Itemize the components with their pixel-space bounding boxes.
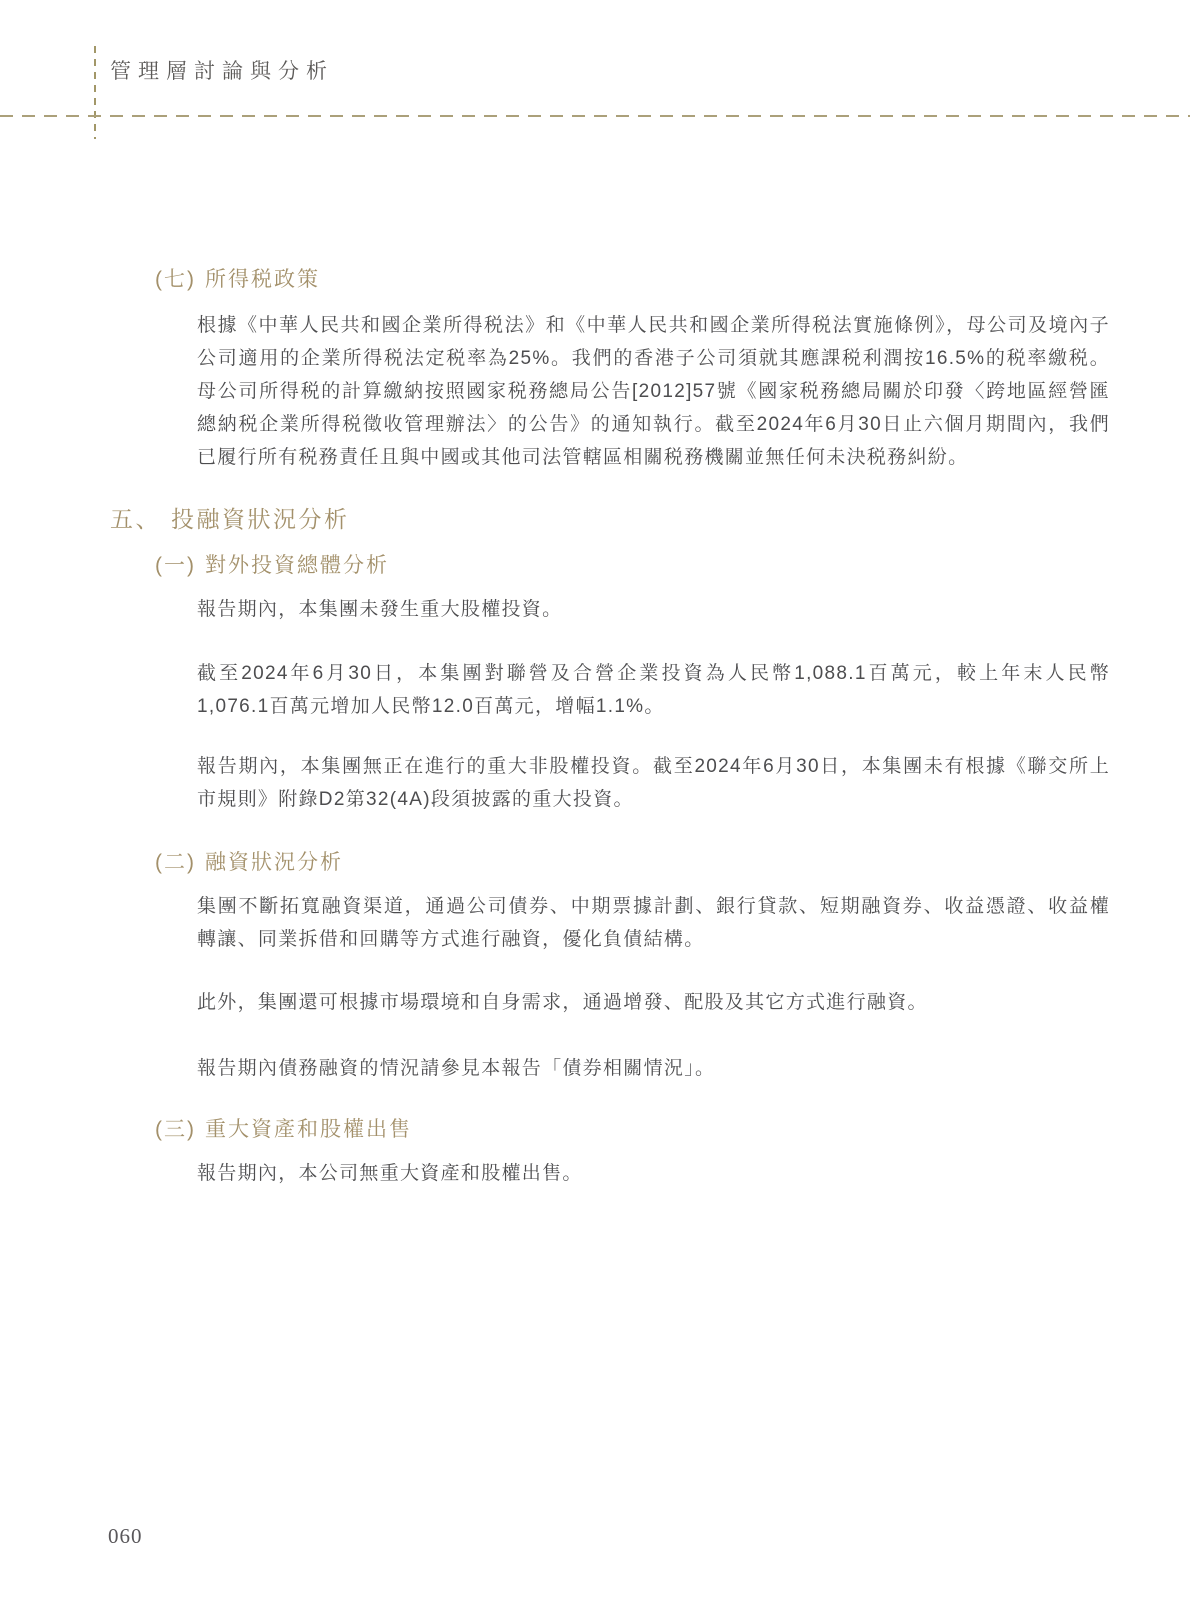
- paragraph-sec7: 根據《中華人民共和國企業所得税法》和《中華人民共和國企業所得税法實施條例》，母公司及境內子公司適用的企業所得税法定税率為25%。我們的香港子公司須就其應課税利潤按16.5%的税率繳税。母公司所得税的計算繳納按照國家税務總局公告[2012]57號《國家税務總局關於印發〈跨地區經營匯總納税企業所得税徵收管理辦法〉的公告》的通知執行。截至2024年6月30日止六個月期間內，我們已履行所有税務責任且與中國或其他司法管轄區相關税務機關並無任何未決税務糾紛。: [197, 315, 1110, 468]
- subsection-heading-2: [155, 846, 343, 876]
- subsection-heading-3: [155, 1113, 412, 1143]
- page-header-title: 管理層討論與分析: [110, 59, 334, 83]
- section-heading-7: [155, 263, 320, 293]
- subsection-heading-1-title: 對外投資總體分析: [205, 554, 389, 577]
- paragraph-sub1-2: 截至2024年6月30日，本集團對聯營及合營企業投資為人民幣1,088.1百萬元，較上年末人民幣1,076.1百萬元增加人民幣12.0百萬元，增幅1.1%。: [197, 663, 1110, 717]
- paragraph-sub2-2: 此外，集團還可根據市場環境和自身需求，通過增發、配股及其它方式進行融資。: [197, 992, 928, 1013]
- subsection-heading-3-number: (三): [155, 1118, 196, 1141]
- vertical-dashed-rule: [94, 46, 96, 139]
- paragraph-sub2-1: 集團不斷拓寬融資渠道，通過公司債券、中期票據計劃、銀行貸款、短期融資券、收益憑證、收益權轉讓、同業拆借和回購等方式進行融資，優化負債結構。: [197, 896, 1110, 950]
- page-number: 060: [108, 1524, 143, 1548]
- paragraph-sub1-1: 報告期內，本集團未發生重大股權投資。: [197, 599, 563, 620]
- subsection-heading-2-number: (二): [155, 851, 196, 874]
- section-heading-5: [110, 501, 350, 534]
- section-heading-5-title: 投融資狀況分析: [171, 506, 350, 532]
- section-heading-5-number: 五、: [110, 506, 161, 532]
- subsection-heading-1-number: (一): [155, 554, 196, 577]
- subsection-heading-2-title: 融資狀況分析: [205, 851, 343, 874]
- section-heading-7-number: (七): [155, 268, 196, 291]
- paragraph-sub3-1: 報告期內，本公司無重大資產和股權出售。: [197, 1163, 583, 1184]
- section-heading-7-title: 所得税政策: [205, 268, 320, 291]
- subsection-heading-1: [155, 549, 389, 579]
- horizontal-dashed-rule: [0, 115, 1190, 117]
- paragraph-sub1-3: 報告期內，本集團無正在進行的重大非股權投資。截至2024年6月30日，本集團未有根據《聯交所上市規則》附錄D2第32(4A)段須披露的重大投資。: [197, 756, 1110, 810]
- subsection-heading-3-title: 重大資產和股權出售: [205, 1118, 412, 1141]
- paragraph-sub2-3: 報告期內債務融資的情況請參見本報告「債券相關情況」。: [197, 1058, 716, 1079]
